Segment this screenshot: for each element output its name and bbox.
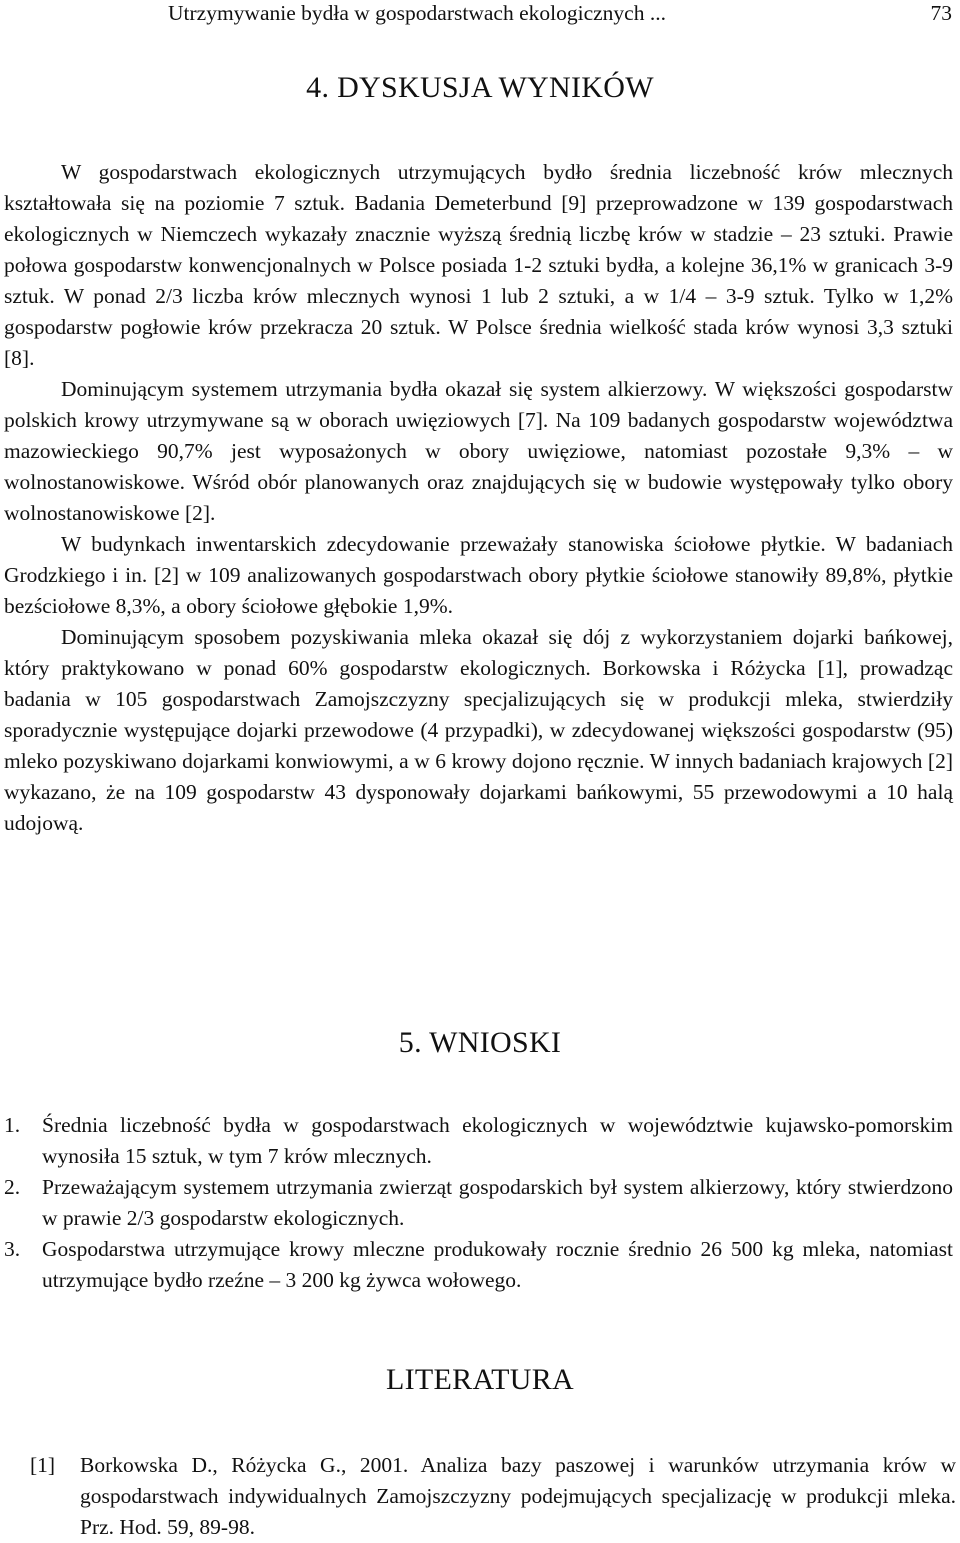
conclusions-list	[4, 1110, 953, 1296]
reference-item	[30, 1450, 956, 1543]
running-title: Utrzymywanie bydła w gospodarstwach ekologicznych ...	[168, 1, 666, 25]
conclusion-item	[4, 1110, 953, 1172]
conclusion-number: 1.	[4, 1113, 21, 1137]
conclusion-item	[4, 1172, 953, 1234]
literature-heading: LITERATURA	[386, 1363, 574, 1396]
discussion-paragraph-2: Dominującym systemem utrzymania bydła okazał się system alkierzowy. W większości gospodarstw polskich krowy utrzymywane są w oborach uwięziowych [7]. Na 109 badanych gospodarstw województwa mazowieckiego 90,7% jest wyposażonych w obory uwięziowe, natomiast pozostałe 9,3% – w wolnostanowiskowe. Wśród obór planowanych oraz znajdujących się w budowie występowały tylko obory wolnostanowiskowe [2].	[4, 377, 953, 525]
conclusion-item	[4, 1234, 953, 1296]
discussion-body	[4, 157, 953, 839]
conclusion-text: Gospodarstwa utrzymujące krowy mleczne produkowały rocznie średnio 26 500 kg mleka, natomiast utrzymujące bydło rzeźne – 3 200 kg żywca wołowego.	[42, 1237, 953, 1292]
reference-number: [1]	[30, 1453, 56, 1477]
reference-text: Borkowska D., Różycka G., 2001. Analiza bazy paszowej i warunków utrzymania krów w gospodarstwach indywidualnych Zamojszczyzny podejmujących specjalizację w produkcji mleka. Prz. Hod. 59, 89-98.	[80, 1453, 956, 1539]
conclusion-number: 3.	[4, 1237, 21, 1261]
running-header	[168, 0, 952, 29]
conclusion-text: Przeważającym systemem utrzymania zwierząt gospodarskich był system alkierzowy, który stwierdzono w prawie 2/3 gospodarstw ekologicznych.	[42, 1175, 953, 1230]
conclusion-text: Średnia liczebność bydła w gospodarstwach ekologicznych w województwie kujawsko-pomorskim wynosiła 15 sztuk, w tym 7 krów mlecznych.	[42, 1113, 953, 1168]
page-number: 73	[930, 1, 952, 25]
discussion-paragraph-1: W gospodarstwach ekologicznych utrzymujących bydło średnia liczebność krów mlecznych kształtowała się na poziomie 7 sztuk. Badania Demeterbund [9] przeprowadzone w 139 gospodarstwach ekologicznych w Niemczech wykazały znacznie wyższą średnią liczbę krów w stadzie – 23 sztuki. Prawie połowa gospodarstw konwencjonalnych w Polsce posiada 1-2 sztuki bydła, a kolejne 36,1% w granicach 3-9 sztuk. W ponad 2/3 liczba krów mlecznych wynosi 1 lub 2 sztuki, a w 1/4 – 3-9 sztuk. Tylko w 1,2% gospodarstw pogłowie krów przekracza 20 sztuk. W Polsce średnia wielkość stada krów wynosi 3,3 sztuki [8].	[4, 160, 953, 370]
discussion-paragraph-4: Dominującym sposobem pozyskiwania mleka okazał się dój z wykorzystaniem dojarki bańkowej, który praktykowano w ponad 60% gospodarstw ekologicznych. Borkowska i Różycka [1], prowadząc badania w 105 gospodarstwach Zamojszczyzny specjalizujących się w produkcji mleka, stwierdziły sporadycznie występujące dojarki przewodowe (4 przypadki), w zdecydowanej większości gospodarstw (95) mleko pozyskiwano dojarkami konwiowymi, a w 6 krowy dojono ręcznie. W innych badaniach krajowych [2] wykazano, że na 109 gospodarstw 43 dysponowały dojarkami bańkowymi, 55 przewodowymi a 10 halą udojową.	[4, 625, 953, 835]
discussion-paragraph-3: W budynkach inwentarskich zdecydowanie przeważały stanowiska ściołowe płytkie. W badaniach Grodzkiego i in. [2] w 109 analizowanych gospodarstwach obory płytkie ściołowe stanowiły 89,8%, płytkie bezściołowe 8,3%, a obory ściołowe głębokie 1,9%.	[4, 532, 953, 618]
conclusions-heading: 5. WNIOSKI	[398, 1026, 562, 1059]
reference-list	[30, 1450, 956, 1543]
discussion-heading: 4. DYSKUSJA WYNIKÓW	[306, 71, 654, 104]
conclusion-number: 2.	[4, 1175, 21, 1199]
